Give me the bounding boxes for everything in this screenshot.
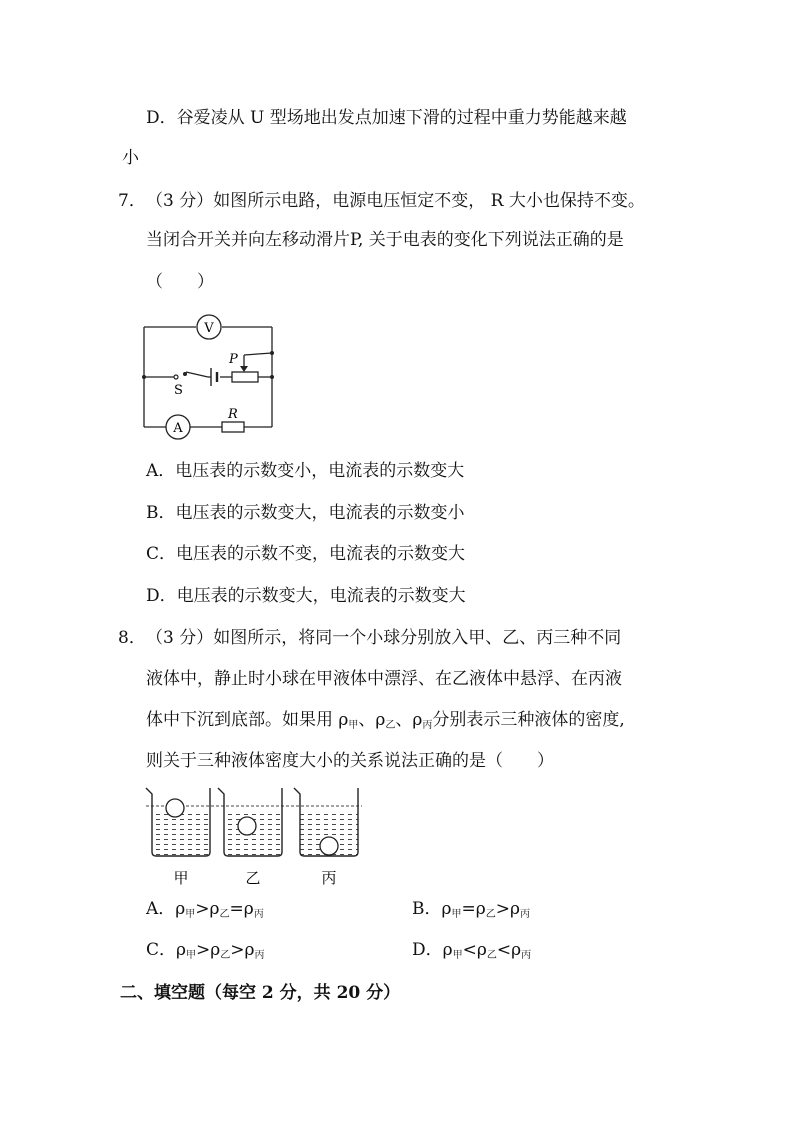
q7-stem-line2: 当闭合开关并向左移动滑片P, 关于电表的变化下列说法正确的是 xyxy=(146,230,624,250)
q8-stem-line3: 体中下沉到底部。如果用 $\rho_甲$、$\rho_乙$、$\rho_丙$分别表示三种液体的密度, xyxy=(146,710,625,731)
q7-number: 7． xyxy=(118,191,146,211)
rheostat-body xyxy=(232,372,258,382)
ammeter-label: A xyxy=(173,421,183,436)
voltmeter-label: V xyxy=(204,321,214,336)
q7-option-b: B．电压表的示数变大，电流表的示数变小 xyxy=(146,503,465,523)
q8-option-b: B．$\rho_甲=\rho_乙>\rho_丙$ xyxy=(412,899,530,920)
circuit-diagram xyxy=(138,310,288,445)
q8-stem-line2: 液体中，静止时小球在甲液体中漂浮、在乙液体中悬浮、在丙液 xyxy=(146,669,622,689)
q8-stem-line4: 则关于三种液体密度大小的关系说法正确的是（ ） xyxy=(146,751,554,771)
q7-stem-line3: （ ） xyxy=(146,272,214,292)
section-title: 二、填空题（每空 2 分，共 20 分） xyxy=(120,983,401,1003)
q7-option-d: D．电压表的示数变大，电流表的示数变大 xyxy=(146,586,466,606)
switch-label: S xyxy=(174,383,183,398)
q8-stem-line1: （3 分）如图所示，将同一个小球分别放入甲、乙、丙三种不同 xyxy=(146,628,622,648)
beaker-label-bing: 丙 xyxy=(321,869,337,887)
ball-sunk xyxy=(320,837,338,855)
switch-contact-left xyxy=(174,375,178,379)
q7-option-a: A．电压表的示数变小，电流表的示数变大 xyxy=(146,461,465,481)
resistor-label: R xyxy=(228,407,238,422)
q7-option-c: C．电压表的示数不变，电流表的示数变大 xyxy=(146,544,466,564)
q8-option-a: A．$\rho_甲>\rho_乙=\rho_丙$ xyxy=(146,899,264,920)
beaker-jia xyxy=(146,788,210,856)
q8-number: 8． xyxy=(118,628,146,648)
q7-stem-line1: （3 分）如图所示电路，电源电压恒定不变， R 大小也保持不变。 xyxy=(146,191,645,211)
q6-option-d-line2: 小 xyxy=(122,148,139,168)
ball-floating xyxy=(166,799,184,817)
beaker-yi xyxy=(218,788,282,856)
q6-option-d-line1: D．谷爱凌从 U 型场地出发点加速下滑的过程中重力势能越来越 xyxy=(146,108,627,128)
resistor-body xyxy=(222,422,244,432)
slider-label: P xyxy=(229,352,238,367)
q8-option-c: C．$\rho_甲>\rho_乙>\rho_丙$ xyxy=(146,940,265,961)
beaker-label-yi: 乙 xyxy=(245,869,261,887)
q8-option-d: D．$\rho_甲<\rho_乙<\rho_丙$ xyxy=(412,940,532,961)
slider-arrow xyxy=(240,366,248,372)
switch-pivot xyxy=(183,372,187,376)
beaker-bing xyxy=(294,788,358,856)
beakers-diagram xyxy=(140,782,370,890)
ball-suspended xyxy=(238,817,256,835)
beaker-label-jia: 甲 xyxy=(173,869,189,887)
